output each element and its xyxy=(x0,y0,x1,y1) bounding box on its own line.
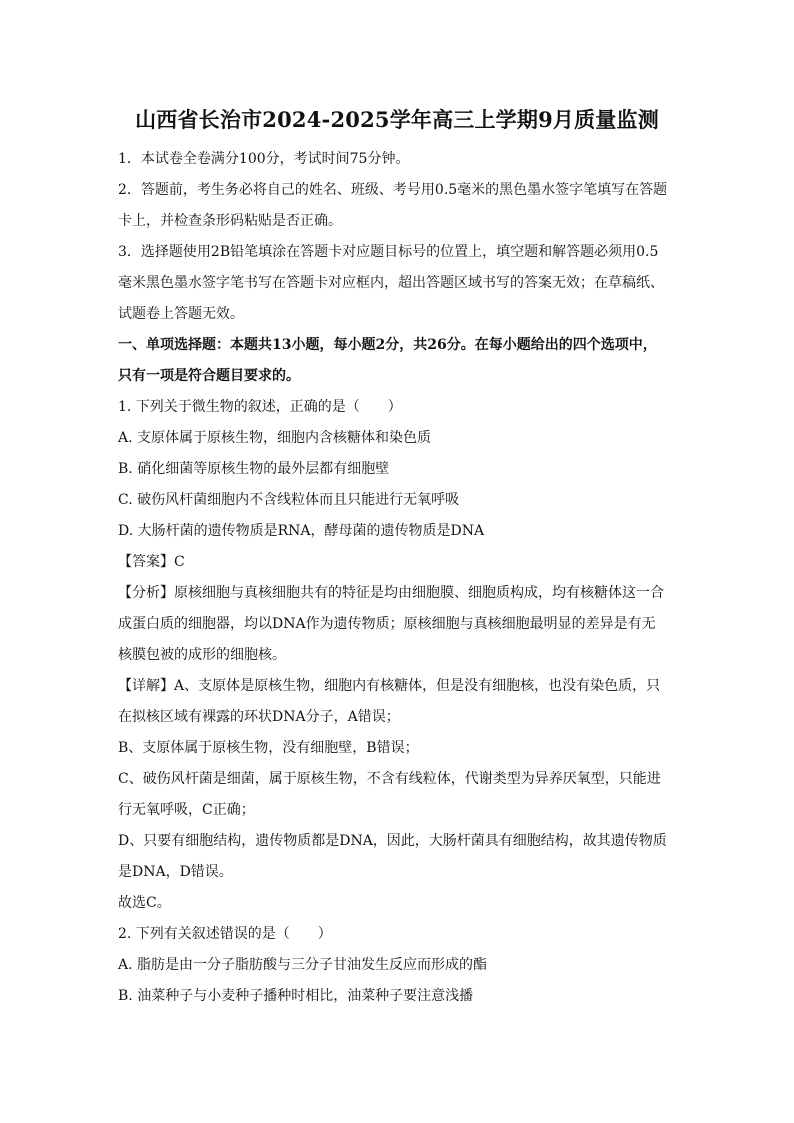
instruction-line-2: 2．答题前，考生务必将自己的姓名、班级、考号用0.5毫米的黑色墨水签字笔填写在答题 xyxy=(118,182,668,198)
instruction-line-2-cont: 卡上，并检查条形码粘贴是否正确。 xyxy=(118,213,342,229)
instruction-line-1: 1．本试卷全卷满分100分，考试时间75分钟。 xyxy=(118,151,410,167)
question-1-conclusion: 故选C。 xyxy=(118,895,171,911)
question-1-explanation-c: C、破伤风杆菌是细菌，属于原核生物，不含有线粒体，代谢类型为异养厌氧型，只能进 xyxy=(118,771,661,787)
instruction-line-3: 3．选择题使用2B铅笔填涂在答题卡对应题目标号的位置上，填空题和解答题必须用0.5 xyxy=(118,244,659,260)
question-1-explanation-b: B、支原体属于原核生物，没有细胞壁，B错误； xyxy=(118,740,419,756)
question-2-option-b: B. 油菜种子与小麦种子播种时相比，油菜种子要注意浅播 xyxy=(118,988,474,1004)
section-heading: 一、单项选择题：本题共13小题，每小题2分，共26分。在每小题给出的四个选项中， xyxy=(118,337,657,353)
document-body xyxy=(118,144,678,1012)
instruction-line-3-cont-a: 毫米黑色墨水签字笔书写在答题卡对应框内，超出答题区域书写的答案无效；在草稿纸、 xyxy=(118,275,664,291)
instruction-line-3-cont-b: 试题卷上答题无效。 xyxy=(118,306,244,322)
question-1-answer: 【答案】C xyxy=(118,554,185,570)
question-1-option-d: D. 大肠杆菌的遗传物质是RNA，酵母菌的遗传物质是DNA xyxy=(118,523,485,539)
question-1-explanation-d-cont: 是DNA，D错误。 xyxy=(118,864,233,880)
question-2-option-a: A. 脂肪是由一分子脂肪酸与三分子甘油发生反应而形成的酯 xyxy=(118,957,488,973)
question-1-option-b: B. 硝化细菌等原核生物的最外层都有细胞壁 xyxy=(118,461,390,477)
question-1-analysis-cont-a: 成蛋白质的细胞器，均以DNA作为遗传物质；原核细胞与真核细胞最明显的差异是有无 xyxy=(118,616,656,632)
question-1-analysis-cont-b: 核膜包被的成形的细胞核。 xyxy=(118,647,286,663)
question-1-option-c: C. 破伤风杆菌细胞内不含线粒体而且只能进行无氧呼吸 xyxy=(118,492,460,508)
question-2-stem: 2. 下列有关叙述错误的是（ ） xyxy=(118,926,332,942)
question-1-explanation-d: D、只要有细胞结构，遗传物质都是DNA，因此，大肠杆菌具有细胞结构，故其遗传物质 xyxy=(118,833,667,849)
section-heading-cont: 只有一项是符合题目要求的。 xyxy=(118,368,300,384)
question-1-explanation-c-cont: 行无氧呼吸，C正确； xyxy=(118,802,255,818)
question-1-explanation: 【详解】A、支原体是原核生物，细胞内有核糖体，但是没有细胞核，也没有染色质，只 xyxy=(118,678,661,694)
question-1-explanation-cont: 在拟核区域有裸露的环状DNA分子，A错误； xyxy=(118,709,400,725)
question-1-stem: 1. 下列关于微生物的叙述，正确的是（ ） xyxy=(118,399,402,415)
question-1-analysis: 【分析】原核细胞与真核细胞共有的特征是均由细胞膜、细胞质构成，均有核糖体这一合 xyxy=(118,585,664,601)
document-title: 山西省长治市2024-2025学年高三上学期9月质量监测 xyxy=(135,107,659,132)
question-1-option-a: A. 支原体属于原核生物，细胞内含核糖体和染色质 xyxy=(118,430,432,446)
